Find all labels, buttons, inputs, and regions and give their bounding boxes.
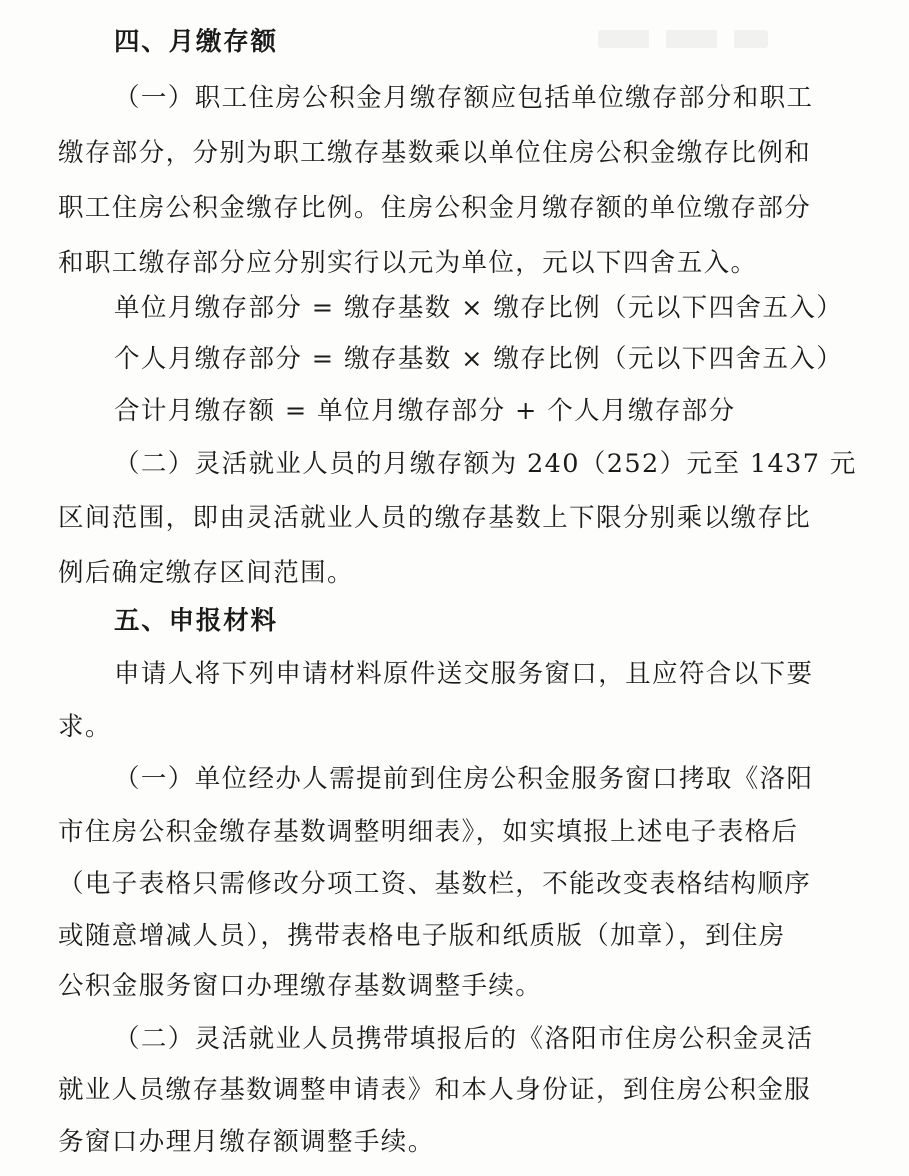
paragraph-line: 就业人员缴存基数调整申请表》和本人身份证，到住房公积金服 [58,1075,812,1105]
paragraph-line: 务窗口办理月缴存额调整手续。 [58,1127,435,1157]
paragraph-line: （电子表格只需修改分项工资、基数栏，不能改变表格结构顺序 [58,869,812,899]
bleed-through-text [598,30,768,48]
section-heading-5: 五、申报材料 [114,606,278,636]
formula-total: 合计月缴存额 = 单位月缴存部分 + 个人月缴存部分 [114,396,736,426]
paragraph-line: 区间范围，即由灵活就业人员的缴存基数上下限分别乘以缴存比 [58,503,812,533]
paragraph-line: 或随意增减人员），携带表格电子版和纸质版（加章），到住房 [58,921,786,951]
paragraph-line: 申请人将下列申请材料原件送交服务窗口，且应符合以下要 [114,659,814,689]
paragraph-line: 例后确定缴存区间范围。 [58,558,354,588]
paragraph-line: （一）单位经办人需提前到住房公积金服务窗口拷取《洛阳 [114,764,814,794]
paragraph-line: 市住房公积金缴存基数调整明细表》，如实填报上述电子表格后 [58,817,799,847]
paragraph-line: （一）职工住房公积金月缴存额应包括单位缴存部分和职工 [114,83,814,113]
section-heading-4: 四、月缴存额 [114,27,278,57]
paragraph-line: 公积金服务窗口办理缴存基数调整手续。 [58,971,543,1001]
formula-unit: 单位月缴存部分 = 缴存基数 × 缴存比例（元以下四舍五入） [114,293,844,323]
formula-personal: 个人月缴存部分 = 缴存基数 × 缴存比例（元以下四舍五入） [114,344,844,374]
paragraph-line: （二）灵活就业人员携带填报后的《洛阳市住房公积金灵活 [114,1024,814,1054]
paragraph-line: 职工住房公积金缴存比例。住房公积金月缴存额的单位缴存部分 [58,193,812,223]
paragraph-line: 缴存部分，分别为职工缴存基数乘以单位住房公积金缴存比例和 [58,138,812,168]
paragraph-line: 和职工缴存部分应分别实行以元为单位，元以下四舍五入。 [58,248,758,278]
paragraph-line: 求。 [58,712,112,742]
paragraph-line: （二）灵活就业人员的月缴存额为 240（252）元至 1437 元 [114,449,857,479]
